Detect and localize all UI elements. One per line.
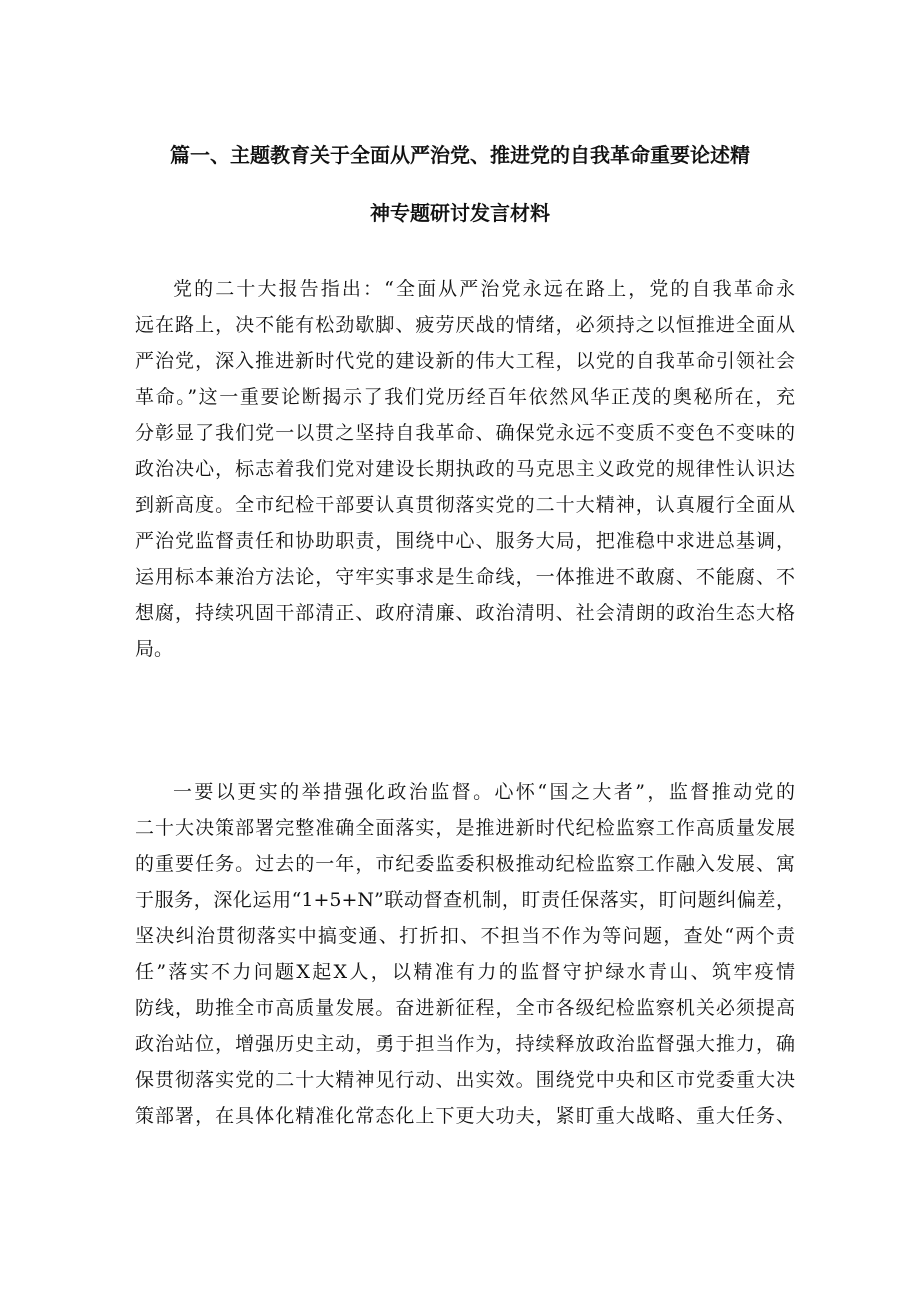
paragraph-line: 革命。”这一重要论断揭示了我们党历经百年依然风华正茂的奥秘所在，充: [135, 386, 795, 408]
paragraph-line: 远在路上，决不能有松劲歇脚、疲劳厌战的情绪，必须持之以恒推进全面从: [135, 314, 795, 336]
paragraph-line: 局。: [135, 638, 174, 660]
paragraph-line: 严治党监督责任和协助职责，围绕中心、服务大局，把准稳中求进总基调，: [135, 530, 795, 552]
paragraph-line: 坚决纠治贯彻落实中搞变通、打折扣、不担当不作为等问题，查处“两个责: [135, 925, 795, 947]
paragraph-line: 严治党，深入推进新时代党的建设新的伟大工程，以党的自我革命引领社会: [135, 350, 795, 372]
paragraph-line: 策部署，在具体化精准化常态化上下更大功夫，紧盯重大战略、重大任务、: [135, 1105, 795, 1127]
document-title-line-1: 篇一、主题教育关于全面从严治党、推进党的自我革命重要论述精: [170, 143, 750, 167]
paragraph-line: 任”落实不力问题X起X人，以精准有力的监督守护绿水青山、筑牢疫情: [135, 961, 795, 983]
paragraph-line: 分彰显了我们党一以贯之坚持自我革命、确保党永远不变质不变色不变味的: [135, 422, 795, 444]
document-title-line-2: 神专题研讨发言材料: [370, 201, 550, 225]
paragraph-line: 运用标本兼治方法论，守牢实事求是生命线，一体推进不敢腐、不能腐、不: [135, 566, 795, 588]
paragraph-2: [135, 774, 795, 1134]
paragraph-line: 政治站位，增强历史主动，勇于担当作为，持续释放政治监督强大推力，确: [135, 1033, 795, 1055]
paragraph-line: 保贯彻落实党的二十大精神见行动、出实效。围绕党中央和区市党委重大决: [135, 1069, 795, 1091]
paragraph-line: 一要以更实的举措强化政治监督。心怀“国之大者”，监督推动党的: [173, 781, 795, 803]
paragraph-line: 到新高度。全市纪检干部要认真贯彻落实党的二十大精神，认真履行全面从: [135, 494, 795, 516]
paragraph-line: 二十大决策部署完整准确全面落实，是推进新时代纪检监察工作高质量发展: [135, 817, 795, 839]
paragraph-1: [135, 271, 795, 667]
paragraph-line: 想腐，持续巩固干部清正、政府清廉、政治清明、社会清朗的政治生态大格: [135, 602, 795, 624]
paragraph-line: 防线，助推全市高质量发展。奋进新征程，全市各级纪检监察机关必须提高: [135, 997, 795, 1019]
paragraph-line: 党的二十大报告指出：“全面从严治党永远在路上，党的自我革命永: [173, 278, 795, 300]
paragraph-line: 于服务，深化运用“1+5+N”联动督查机制，盯责任保落实，盯问题纠偏差，: [135, 889, 795, 911]
paragraph-line: 政治决心，标志着我们党对建设长期执政的马克思主义政党的规律性认识达: [135, 458, 795, 480]
paragraph-line: 的重要任务。过去的一年，市纪委监委积极推动纪检监察工作融入发展、寓: [135, 853, 795, 875]
